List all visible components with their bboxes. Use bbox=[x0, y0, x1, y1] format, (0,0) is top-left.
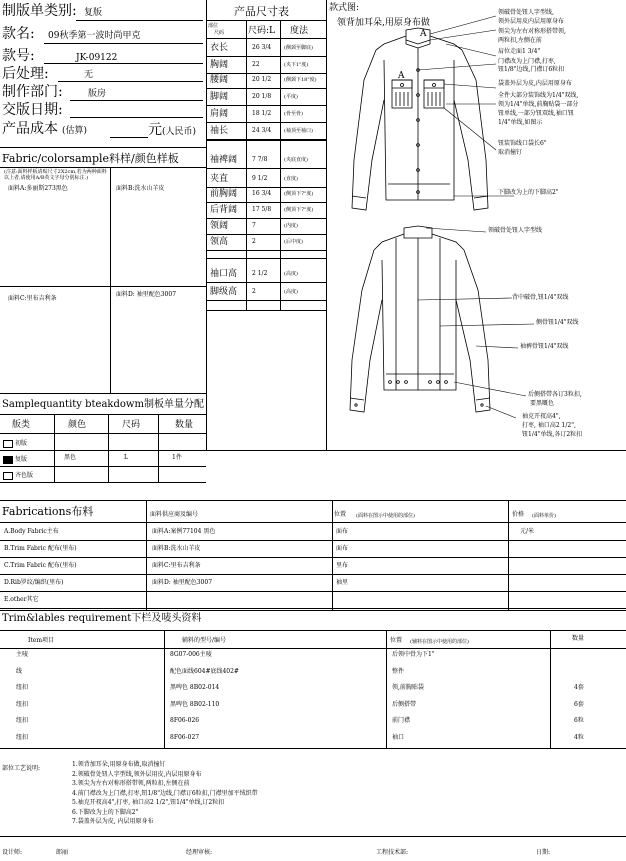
size-row-divider bbox=[206, 56, 326, 57]
size-row-divider bbox=[206, 88, 326, 89]
size-row-value: 17 5/8 bbox=[252, 206, 272, 213]
back-note: 后侧搭带各订3粒扣, bbox=[528, 391, 582, 398]
process-line: 4.前门襟改为上门襟,打枣,钮1/8"边线,门襟订6粒扣,门襟里加平绒织带 bbox=[72, 789, 258, 797]
fab-col-price: 价格 bbox=[512, 511, 525, 518]
fabric-row-position: 里布 bbox=[336, 562, 349, 569]
size-section-divider bbox=[206, 258, 326, 259]
size-col-header: 尺码:L bbox=[248, 26, 276, 36]
size-row-method: (内度) bbox=[284, 223, 298, 229]
process-line: 6.下脚改为上的下脚高2" bbox=[72, 808, 139, 816]
fabric-d: 面料D: 袖里配色3007 bbox=[116, 291, 177, 298]
front-note: 肩位走面1 3/4" bbox=[498, 48, 541, 55]
fabric-row-name: D.Rib罗纹/编织(里布) bbox=[4, 579, 64, 586]
back-jacket-drawing bbox=[350, 226, 490, 412]
manager-label: 经理审核: bbox=[186, 849, 213, 856]
back-note: 打枣, 袖口高2 1/2", bbox=[522, 422, 576, 429]
fab-col-price-note: (面料单价) bbox=[532, 513, 556, 519]
size-row-part: 胸阔 bbox=[210, 60, 229, 70]
size-row-part: 领高 bbox=[210, 237, 229, 247]
designer-value: 郎丽 bbox=[56, 849, 69, 856]
fabric-row-supplier: 面料C:里布吉利条 bbox=[152, 562, 201, 569]
fabric-row-position: 袖里 bbox=[336, 579, 349, 586]
size-row-divider bbox=[206, 234, 326, 235]
size-row-divider bbox=[206, 218, 326, 219]
style-name-label: 款名: bbox=[2, 26, 35, 42]
size-row-method: (侧顶下7"度) bbox=[284, 191, 314, 197]
date-label: 日期: bbox=[536, 849, 551, 856]
size-row-value: 16 3/4 bbox=[252, 190, 272, 197]
front-note-top: 领背加耳朵,用原身布做 bbox=[337, 18, 430, 28]
trims-col-model: 辅料的型号/编号 bbox=[182, 637, 227, 644]
trim-row-model: 8F06-026 bbox=[170, 717, 200, 724]
trim-row-item: 线 bbox=[16, 667, 23, 675]
process-line: 5.袖克开衩高4",打枣, 袖口高2 1/2",钮1/4"单线,订2粒扣 bbox=[72, 799, 225, 806]
trims-col-qty: 数量 bbox=[572, 635, 585, 642]
back-note: 袖克开衩高4", bbox=[522, 413, 561, 420]
fab-col-supplier: 面料供应商及编号 bbox=[150, 511, 199, 518]
front-note: 袋盖外层为皮,内层用原身布 bbox=[498, 80, 572, 87]
sample-type-repeat[interactable]: 复版 bbox=[3, 454, 27, 464]
sample-breakdown-title: Samplequantity bteakdowm制板单量分配 bbox=[2, 399, 204, 410]
fabric-row-divider bbox=[0, 608, 626, 609]
size-row-divider bbox=[206, 282, 326, 283]
process-line: 7.袋盖外层为皮, 内层用原身布 bbox=[72, 818, 154, 825]
trim-row-item: 纽扣 bbox=[16, 733, 29, 741]
trim-row-item: 纽扣 bbox=[16, 700, 29, 708]
trim-row-position: 领,前胸贴袋 bbox=[392, 684, 424, 691]
size-row-method: (侧颈下18"度) bbox=[284, 77, 317, 83]
fabric-row-name: A.Body Fabric主布 bbox=[4, 528, 59, 535]
size-row-method: (侧顶下7"度) bbox=[284, 207, 314, 213]
sample-repeat-size: L bbox=[124, 454, 128, 461]
size-row-part: 夹直 bbox=[210, 174, 229, 184]
engineer-label: 工程技术部: bbox=[376, 849, 409, 856]
size-row-value: 22 bbox=[252, 61, 260, 68]
size-row-value: 20 1/2 bbox=[252, 76, 272, 83]
checkbox-full-color-sample[interactable] bbox=[3, 472, 13, 480]
dept-value: 版房 bbox=[88, 89, 107, 99]
back-note: 侧骨钮1/4"双线 bbox=[536, 319, 579, 326]
size-row-part: 领阔 bbox=[210, 221, 229, 231]
front-note: 钮1/8"边线,门襟订6粒扣 bbox=[498, 66, 565, 73]
size-table-title: 产品尺寸表 bbox=[234, 5, 289, 18]
fabric-row-supplier: 面料B:洗水山羊皮 bbox=[152, 545, 201, 552]
size-row-divider bbox=[206, 73, 326, 74]
trim-row-model: 配色面线604#底线402# bbox=[170, 667, 239, 675]
fabric-row-position: 面布 bbox=[336, 528, 349, 535]
size-section-divider bbox=[206, 140, 326, 141]
fabric-row-name: E.other其它 bbox=[4, 596, 39, 603]
fabric-row-position: 面布 bbox=[336, 545, 349, 552]
jacket-sketch-svg bbox=[326, 0, 626, 450]
size-row-part: 袖长 bbox=[210, 126, 229, 136]
front-note: 领外层用皮内层用原身布 bbox=[498, 18, 565, 25]
process-line: 3.领尖为左右对称形搭带领,两粒扣,左侧在前 bbox=[72, 780, 190, 787]
fabric-color-title: Fabric/colorsample料样/颜色样板 bbox=[2, 152, 179, 165]
fabric-c: 面料C:里布吉利条 bbox=[8, 295, 57, 302]
size-row-value: 26 3/4 bbox=[252, 44, 272, 51]
size-row-method: (后中度) bbox=[284, 239, 303, 245]
back-note: 要黑嘅色 bbox=[530, 400, 555, 407]
size-row-part: 后背阔 bbox=[210, 205, 238, 215]
fabric-color-note: (注意:面料样板请贴尺寸2X2cm,若为两种面料以上者,请使用A/B英文字母分别标注.) bbox=[4, 169, 107, 181]
delivery-date-label: 交版日期: bbox=[2, 102, 63, 118]
corner-part: 部位 bbox=[208, 23, 219, 29]
front-note: 两粒扣,左侧在前 bbox=[498, 37, 542, 44]
trim-row-item: 主唛 bbox=[16, 651, 29, 658]
cost-label: 产品成本 bbox=[2, 121, 58, 137]
cost-unit: 元 bbox=[148, 122, 162, 138]
size-row-method: (侧颈至脚底) bbox=[284, 45, 313, 51]
dept-label: 制作部门: bbox=[2, 84, 63, 100]
front-jacket-drawing bbox=[352, 28, 488, 210]
trim-row-qty: 6粒 bbox=[574, 717, 584, 724]
size-row-divider bbox=[206, 105, 326, 106]
sample-header-size: 尺码 bbox=[122, 420, 141, 430]
size-row-value: 9 1/2 bbox=[252, 175, 268, 182]
checkbox-first-sample[interactable] bbox=[3, 440, 13, 448]
sample-type-first[interactable]: 初版 bbox=[3, 438, 27, 448]
sample-header-qty: 数量 bbox=[175, 420, 194, 430]
trim-row-position: 后领中骨为下1" bbox=[392, 651, 435, 658]
size-row-value: 20 1/8 bbox=[252, 93, 272, 100]
size-row-value: 24 3/4 bbox=[252, 127, 272, 134]
trim-row-model: 黑啤色 8B02-014 bbox=[170, 684, 220, 691]
designer-label: 设计师: bbox=[2, 849, 23, 856]
back-note: 袖裤骨钮1/4"双线 bbox=[520, 343, 569, 350]
front-note: 下脚改为上的下脚高2" bbox=[498, 189, 559, 196]
back-note: 领破骨处钮人字型线 bbox=[488, 227, 543, 234]
front-note: 领尖为左右对称形搭带领, bbox=[498, 28, 566, 35]
size-row-part: 腰阔 bbox=[210, 75, 229, 85]
sketch-label: 款式图: bbox=[329, 3, 360, 13]
checkbox-repeat-sample[interactable] bbox=[3, 456, 13, 464]
front-note: 钮单线,一部分钮双线,袖口钮 bbox=[498, 110, 574, 117]
size-row-part: 前胸阔 bbox=[210, 189, 238, 199]
label-a-front: A bbox=[398, 71, 405, 81]
corner-size: 尺码 bbox=[214, 30, 225, 36]
size-row-value: 2 bbox=[252, 288, 256, 295]
post-process-value: 无 bbox=[84, 70, 94, 80]
sample-repeat-color: 黑色 bbox=[64, 454, 77, 461]
front-note: 领为1/4"单线,前胸贴袋一部分 bbox=[498, 101, 579, 108]
size-row-value: 7 7/8 bbox=[252, 156, 268, 163]
cost-currency: (人民币) bbox=[162, 127, 197, 137]
sample-type-full-color[interactable]: 齐色版 bbox=[3, 470, 33, 480]
fab-col-position-note: (面料在图示中使用的部位) bbox=[356, 513, 415, 519]
post-process-label: 后处理: bbox=[2, 66, 49, 82]
fabric-row-divider bbox=[0, 591, 626, 592]
size-row-method: (平度) bbox=[284, 94, 298, 100]
trim-row-item: 纽扣 bbox=[16, 717, 29, 724]
size-row-method: (骨至骨) bbox=[284, 111, 303, 117]
trims-col-position: 位置 bbox=[390, 637, 403, 644]
size-row-method: (高度) bbox=[284, 271, 298, 277]
trim-row-model: 8G07-006主唛 bbox=[170, 651, 212, 658]
fabric-row-divider bbox=[0, 540, 626, 541]
front-note: 全件大部分装饰线为1/4"双线, bbox=[498, 92, 579, 99]
trim-row-position: 整件 bbox=[392, 667, 405, 675]
size-row-divider bbox=[206, 202, 326, 203]
process-line: 2.领破骨处钮人字型线,领外层用皮,内层用原身布 bbox=[72, 770, 202, 778]
category-value: 复版 bbox=[84, 8, 103, 18]
fabric-row-divider bbox=[0, 557, 626, 558]
size-row-divider bbox=[206, 122, 326, 123]
back-note: 背中破骨,钮1/4"双线 bbox=[512, 294, 569, 301]
back-note: 钮1/4"单线,各订2粒扣 bbox=[522, 431, 583, 438]
sample-header-color: 颜色 bbox=[68, 420, 87, 430]
trims-col-position-note: (辅料在图示中使用的部位) bbox=[410, 639, 469, 645]
trims-title: Trim&lables requirement下栏及唛头资料 bbox=[2, 613, 202, 624]
fabrications-title: Fabrications布料 bbox=[2, 505, 94, 518]
trim-row-position: 后侧搭带 bbox=[392, 700, 417, 708]
size-row-method: (夹下1"度) bbox=[284, 62, 309, 68]
fabric-row-divider bbox=[0, 574, 626, 575]
size-row-divider bbox=[206, 300, 326, 301]
size-row-divider bbox=[206, 187, 326, 188]
size-row-value: 2 1/2 bbox=[252, 270, 268, 277]
size-row-part: 衣长 bbox=[210, 43, 229, 53]
size-row-part: 脚阔 bbox=[210, 92, 229, 102]
size-row-part: 袖裨阔 bbox=[210, 155, 238, 165]
sample-header-type: 版类 bbox=[12, 420, 31, 430]
trim-row-model: 黑啤色 8B02-110 bbox=[170, 700, 220, 708]
fabric-row-price: 元/米 bbox=[520, 528, 535, 535]
size-table-bottom bbox=[206, 310, 326, 311]
front-note: 领破骨处钮人字型线, bbox=[498, 9, 554, 16]
size-row-method: (直度) bbox=[284, 176, 298, 182]
size-row-part: 肩阔 bbox=[210, 109, 229, 119]
trim-row-item: 纽扣 bbox=[16, 684, 29, 691]
fabric-a: 面料A:多丽斯273黑色 bbox=[8, 185, 68, 192]
sample-repeat-qty: 1件 bbox=[172, 454, 182, 461]
cost-est: (估算) bbox=[62, 126, 88, 136]
size-row-value: 7 bbox=[252, 222, 256, 229]
size-row-method: (高度) bbox=[284, 289, 298, 295]
style-name-value: 09秋季第一波时尚甲克 bbox=[48, 31, 141, 41]
trim-row-qty: 4套 bbox=[574, 684, 584, 691]
trim-row-position: 前门襟 bbox=[392, 717, 411, 724]
trim-row-qty: 6套 bbox=[574, 700, 584, 708]
size-row-divider bbox=[206, 168, 326, 169]
fabric-row-supplier: 面料A:案例77104 黑色 bbox=[152, 528, 216, 535]
front-note: 门襟改为上门襟,打枣, bbox=[498, 58, 556, 65]
process-label: 部位工艺说明: bbox=[2, 765, 41, 772]
size-row-value: 18 1/2 bbox=[252, 110, 272, 117]
trim-row-model: 8F06-027 bbox=[170, 733, 200, 741]
style-no-label: 款号: bbox=[2, 48, 35, 64]
trims-col-item: Item项目 bbox=[28, 637, 55, 644]
method-col-header: 度法 bbox=[290, 26, 309, 36]
size-row-method: (夹底直度) bbox=[284, 157, 308, 163]
size-row-method: (袖顶至袖口) bbox=[284, 128, 313, 134]
fabric-row-name: C.Trim Fabric 配布(里布) bbox=[4, 562, 77, 569]
size-row-value: 2 bbox=[252, 238, 256, 245]
fabric-row-name: B.Trim Fabric 配布(里布) bbox=[4, 545, 77, 552]
fabric-row-supplier: 面料D: 袖里配色3007 bbox=[152, 579, 213, 586]
label-a-collar: A bbox=[420, 29, 427, 39]
front-note: 钮装饰线口袋长6" bbox=[498, 140, 547, 147]
size-row-part: 脚级高 bbox=[210, 287, 238, 297]
style-no-value: JK-09122 bbox=[76, 53, 118, 63]
front-note: 取消撞钉 bbox=[498, 149, 523, 156]
category-label: 制版单类别: bbox=[2, 3, 77, 19]
process-line: 1.领背加耳朵,用原身布做,取消撞钉 bbox=[72, 761, 166, 768]
front-note: 1/4"单线,如图示 bbox=[498, 119, 543, 126]
fab-col-position: 位置 bbox=[334, 511, 347, 518]
size-row-divider bbox=[206, 250, 326, 251]
trim-row-qty: 4粒 bbox=[574, 733, 584, 741]
fabric-b: 面料B:洗水山羊皮 bbox=[116, 185, 165, 192]
size-row-part: 袖口高 bbox=[210, 269, 238, 279]
trim-row-position: 袖口 bbox=[392, 733, 405, 741]
